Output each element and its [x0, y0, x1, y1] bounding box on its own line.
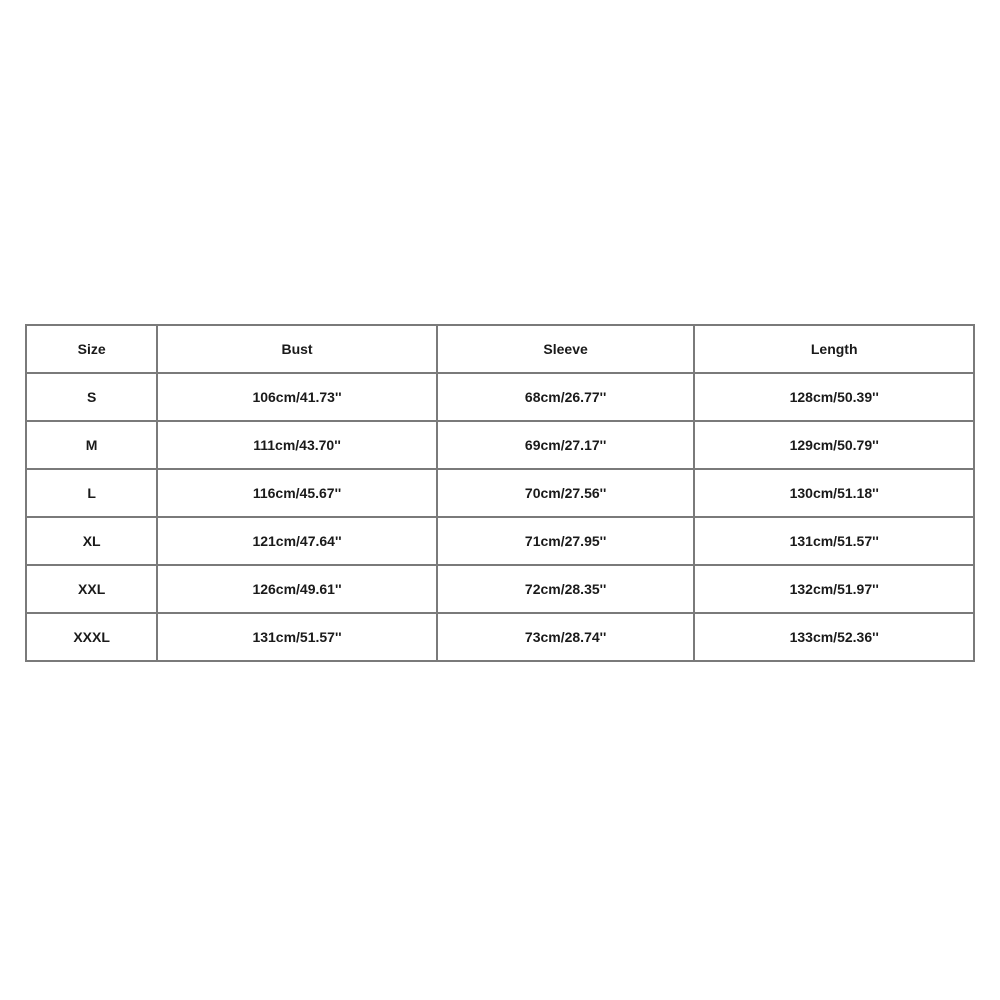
bust-cell: 111cm/43.70'' [157, 421, 437, 469]
table-row [26, 613, 974, 661]
length-cell: 130cm/51.18'' [694, 469, 974, 517]
length-cell: 132cm/51.97'' [694, 565, 974, 613]
table-row [26, 565, 974, 613]
table-row [26, 373, 974, 421]
length-cell: 133cm/52.36'' [694, 613, 974, 661]
table-row [26, 469, 974, 517]
length-cell: 128cm/50.39'' [694, 373, 974, 421]
size-cell: M [26, 421, 157, 469]
length-cell: 129cm/50.79'' [694, 421, 974, 469]
header-bust: Bust [157, 325, 437, 373]
header-length: Length [694, 325, 974, 373]
bust-cell: 121cm/47.64'' [157, 517, 437, 565]
size-cell: XXL [26, 565, 157, 613]
table-row [26, 421, 974, 469]
sleeve-cell: 70cm/27.56'' [437, 469, 695, 517]
sleeve-cell: 73cm/28.74'' [437, 613, 695, 661]
size-cell: XL [26, 517, 157, 565]
sleeve-cell: 68cm/26.77'' [437, 373, 695, 421]
header-size: Size [26, 325, 157, 373]
size-cell: XXXL [26, 613, 157, 661]
size-chart-table [25, 324, 975, 662]
header-sleeve: Sleeve [437, 325, 695, 373]
bust-cell: 131cm/51.57'' [157, 613, 437, 661]
sleeve-cell: 69cm/27.17'' [437, 421, 695, 469]
bust-cell: 126cm/49.61'' [157, 565, 437, 613]
bust-cell: 116cm/45.67'' [157, 469, 437, 517]
size-cell: L [26, 469, 157, 517]
table-header-row [26, 325, 974, 373]
table-row [26, 517, 974, 565]
length-cell: 131cm/51.57'' [694, 517, 974, 565]
size-cell: S [26, 373, 157, 421]
sleeve-cell: 71cm/27.95'' [437, 517, 695, 565]
sleeve-cell: 72cm/28.35'' [437, 565, 695, 613]
bust-cell: 106cm/41.73'' [157, 373, 437, 421]
